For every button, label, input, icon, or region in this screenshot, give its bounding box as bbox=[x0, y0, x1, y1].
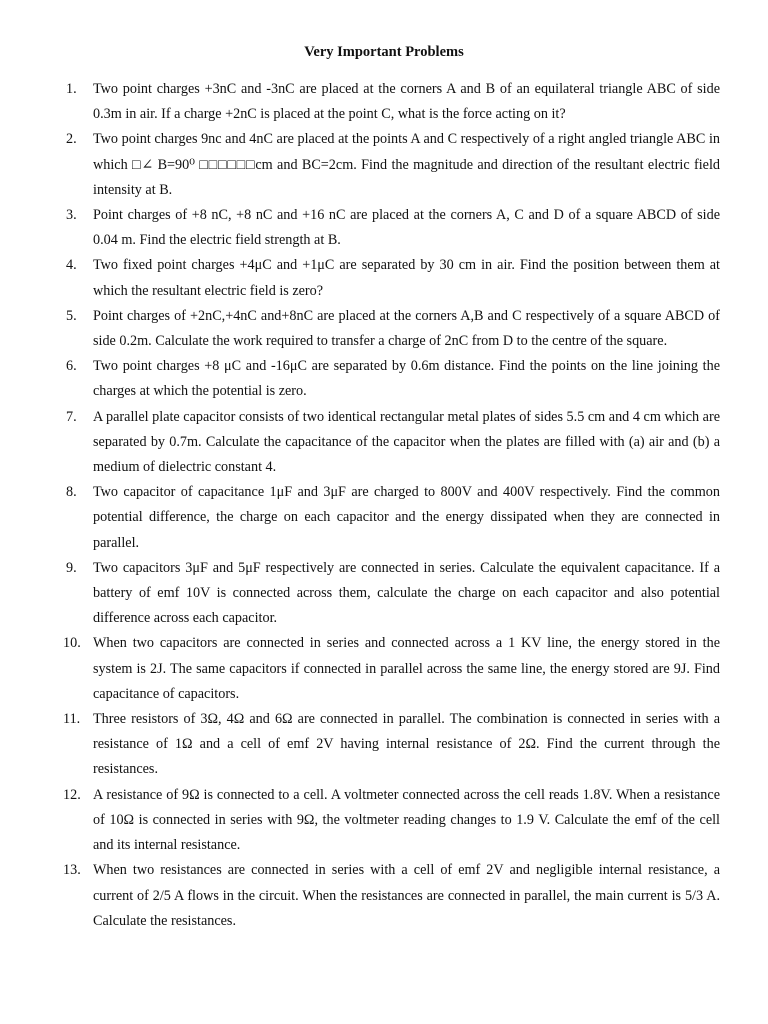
problem-item bbox=[66, 127, 720, 203]
problem-item bbox=[63, 783, 720, 859]
problem-number: 2. bbox=[66, 131, 77, 148]
problem-number: 11. bbox=[63, 711, 81, 728]
problem-number: 1. bbox=[66, 81, 77, 97]
problem-item bbox=[63, 707, 720, 783]
problem-item bbox=[63, 858, 720, 934]
problem-text: Three resistors of 3Ω, 4Ω and 6Ω are connected in parallel. The combination is connected in series with a resistance of 1Ω and a cell of emf 2V having internal resistance of 2Ω. Find the current through the resistances. bbox=[93, 711, 720, 778]
problem-text: A resistance of 9Ω is connected to a cell. A voltmeter connected across the cell reads 1.8V. When a resistance of 10Ω is connected in series with 9Ω, the voltmeter reading changes to 1.9 V. Calculate the emf of the cell and its internal resistance. bbox=[93, 786, 720, 854]
problem-number: 12. bbox=[63, 786, 81, 803]
problem-item bbox=[66, 405, 720, 481]
problem-text: When two capacitors are connected in series and connected across a 1 KV line, the energy stored in the system is 2J. The same capacitors if connected in parallel across the same line, the energy stored are 9J. Find capacitance of capacitors. bbox=[93, 635, 720, 702]
problem-text: Point charges of +8 nC, +8 nC and +16 nC are placed at the corners A, C and D of a square ABCD of side 0.04 m. Find the electric field strength at B. bbox=[93, 207, 720, 249]
problem-item bbox=[66, 304, 720, 354]
problem-item bbox=[66, 556, 720, 632]
problem-item bbox=[66, 480, 720, 556]
problem-item bbox=[66, 77, 720, 127]
problem-number: 8. bbox=[66, 484, 77, 501]
problem-number: 4. bbox=[66, 257, 77, 274]
problem-number: 13. bbox=[63, 862, 81, 879]
problem-item bbox=[63, 631, 720, 707]
problem-text: When two resistances are connected in series with a cell of emf 2V and negligible internal resistance, a current of 2/5 A flows in the circuit. When the resistances are connected in parallel, the main current is 5/3 A. Calculate the resistances. bbox=[93, 862, 720, 929]
problem-number: 7. bbox=[66, 408, 77, 425]
problem-number: 9. bbox=[66, 559, 77, 576]
page-title: Very Important Problems bbox=[304, 44, 464, 60]
problem-number: 6. bbox=[66, 358, 77, 375]
problem-text: Two fixed point charges +4μC and +1μC are separated by 30 cm in air. Find the position between them at which the resultant electric field is zero? bbox=[93, 257, 720, 299]
problem-list bbox=[63, 77, 720, 934]
problem-number: 3. bbox=[66, 207, 77, 224]
problem-item bbox=[66, 203, 720, 253]
problem-text: Two point charges +8 μC and -16μC are separated by 0.6m distance. Find the points on the line joining the charges at which the potential is zero. bbox=[93, 358, 720, 400]
problem-item bbox=[66, 354, 720, 404]
problem-item bbox=[66, 253, 720, 303]
problem-text: A parallel plate capacitor consists of two identical rectangular metal plates of sides 5.5 cm and 4 cm which are separated by 0.7m. Calculate the capacitance of the capacitor when the plates are filled with (a) air and (b) a medium of dielectric constant 4. bbox=[93, 408, 720, 476]
problem-number: 5. bbox=[66, 307, 77, 324]
problem-text: Two point charges 9nc and 4nC are placed at the points A and C respectively of a right angled triangle ABC in which □∠ B=90⁰ □□□□□□cm and BC=2cm. Find the magnitude and direction of the resultant electric field intensity at B. bbox=[93, 131, 720, 198]
problem-text: Two capacitors 3μF and 5μF respectively are connected in series. Calculate the equivalent capacitance. If a battery of emf 10V is connected across them, calculate the charge on each capacitor and also potential difference across each capacitor. bbox=[93, 559, 720, 627]
problem-text: Point charges of +2nC,+4nC and+8nC are placed at the corners A,B and C respectively of a square ABCD of side 0.2m. Calculate the work required to transfer a charge of 2nC from D to the centre of the square. bbox=[93, 307, 720, 350]
problem-text: Two capacitor of capacitance 1μF and 3μF are charged to 800V and 400V respectively. Find the common potential difference, the charge on each capacitor and the energy dissipated when they are connected in parallel. bbox=[93, 484, 720, 551]
problem-number: 10. bbox=[63, 635, 81, 652]
problem-text: Two point charges +3nC and -3nC are placed at the corners A and B of an equilateral triangle ABC of side 0.3m in air. If a charge +2nC is placed at the point C, what is the force acting on it? bbox=[93, 81, 720, 123]
